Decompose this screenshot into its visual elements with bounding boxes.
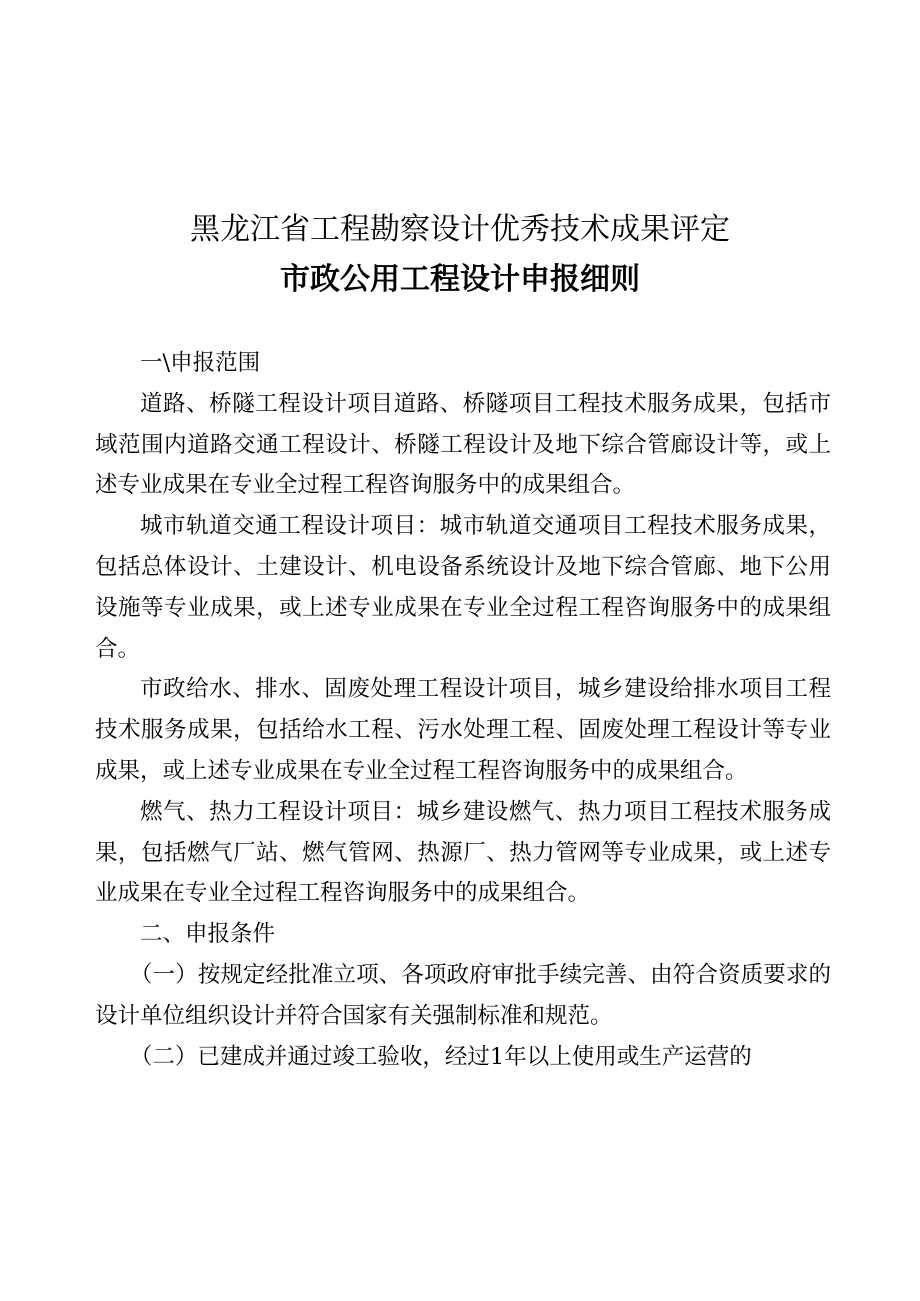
document-title-line2: 市政公用工程设计申报细则	[280, 262, 640, 297]
paragraph-road-bridge: 道路、桥隧工程设计项目道路、桥隧项目工程技术服务成果，包括市域范围内道路交通工程设计、桥隧工程设计及地下综合管廊设计等，或上述专业成果在专业全过程工程咨询服务中的成果组合。	[95, 390, 831, 499]
document-body	[95, 343, 831, 1077]
document-title-line1: 黑龙江省工程勘察设计优秀技术成果评定	[190, 212, 730, 247]
section-heading-scope: 一\申报范围	[140, 350, 261, 376]
section-heading-conditions: 二、申报条件	[140, 921, 276, 948]
paragraph-gas-heat: 燃气、热力工程设计项目：城乡建设燃气、热力项目工程技术服务成果，包括燃气厂站、燃气管网、热源厂、热力管网等专业成果，或上述专业成果在专业全过程工程咨询服务中的成果组合。	[95, 798, 831, 907]
condition-item-2: （二）已建成并通过竣工验收，经过1年以上使用或生产运营的	[129, 1043, 752, 1070]
paragraph-water-drainage: 市政给水、排水、固废处理工程设计项目，城乡建设给排水项目工程技术服务成果，包括给水工程、污水处理工程、固废处理工程设计等专业成果，或上述专业成果在专业全过程工程咨询服务中的成果组合。	[95, 676, 831, 784]
paragraph-rail-transit: 城市轨道交通工程设计项目：城市轨道交通项目工程技术服务成果，包括总体设计、土建设计、机电设备系统设计及地下综合管廊、地下公用设施等专业成果，或上述专业成果在专业全过程工程咨询服务中的成果组合。	[95, 513, 831, 662]
condition-item-1: （一）按规定经批准立项、各项政府审批手续完善、由符合资质要求的设计单位组织设计并符合国家有关强制标准和规范。	[95, 961, 831, 1029]
